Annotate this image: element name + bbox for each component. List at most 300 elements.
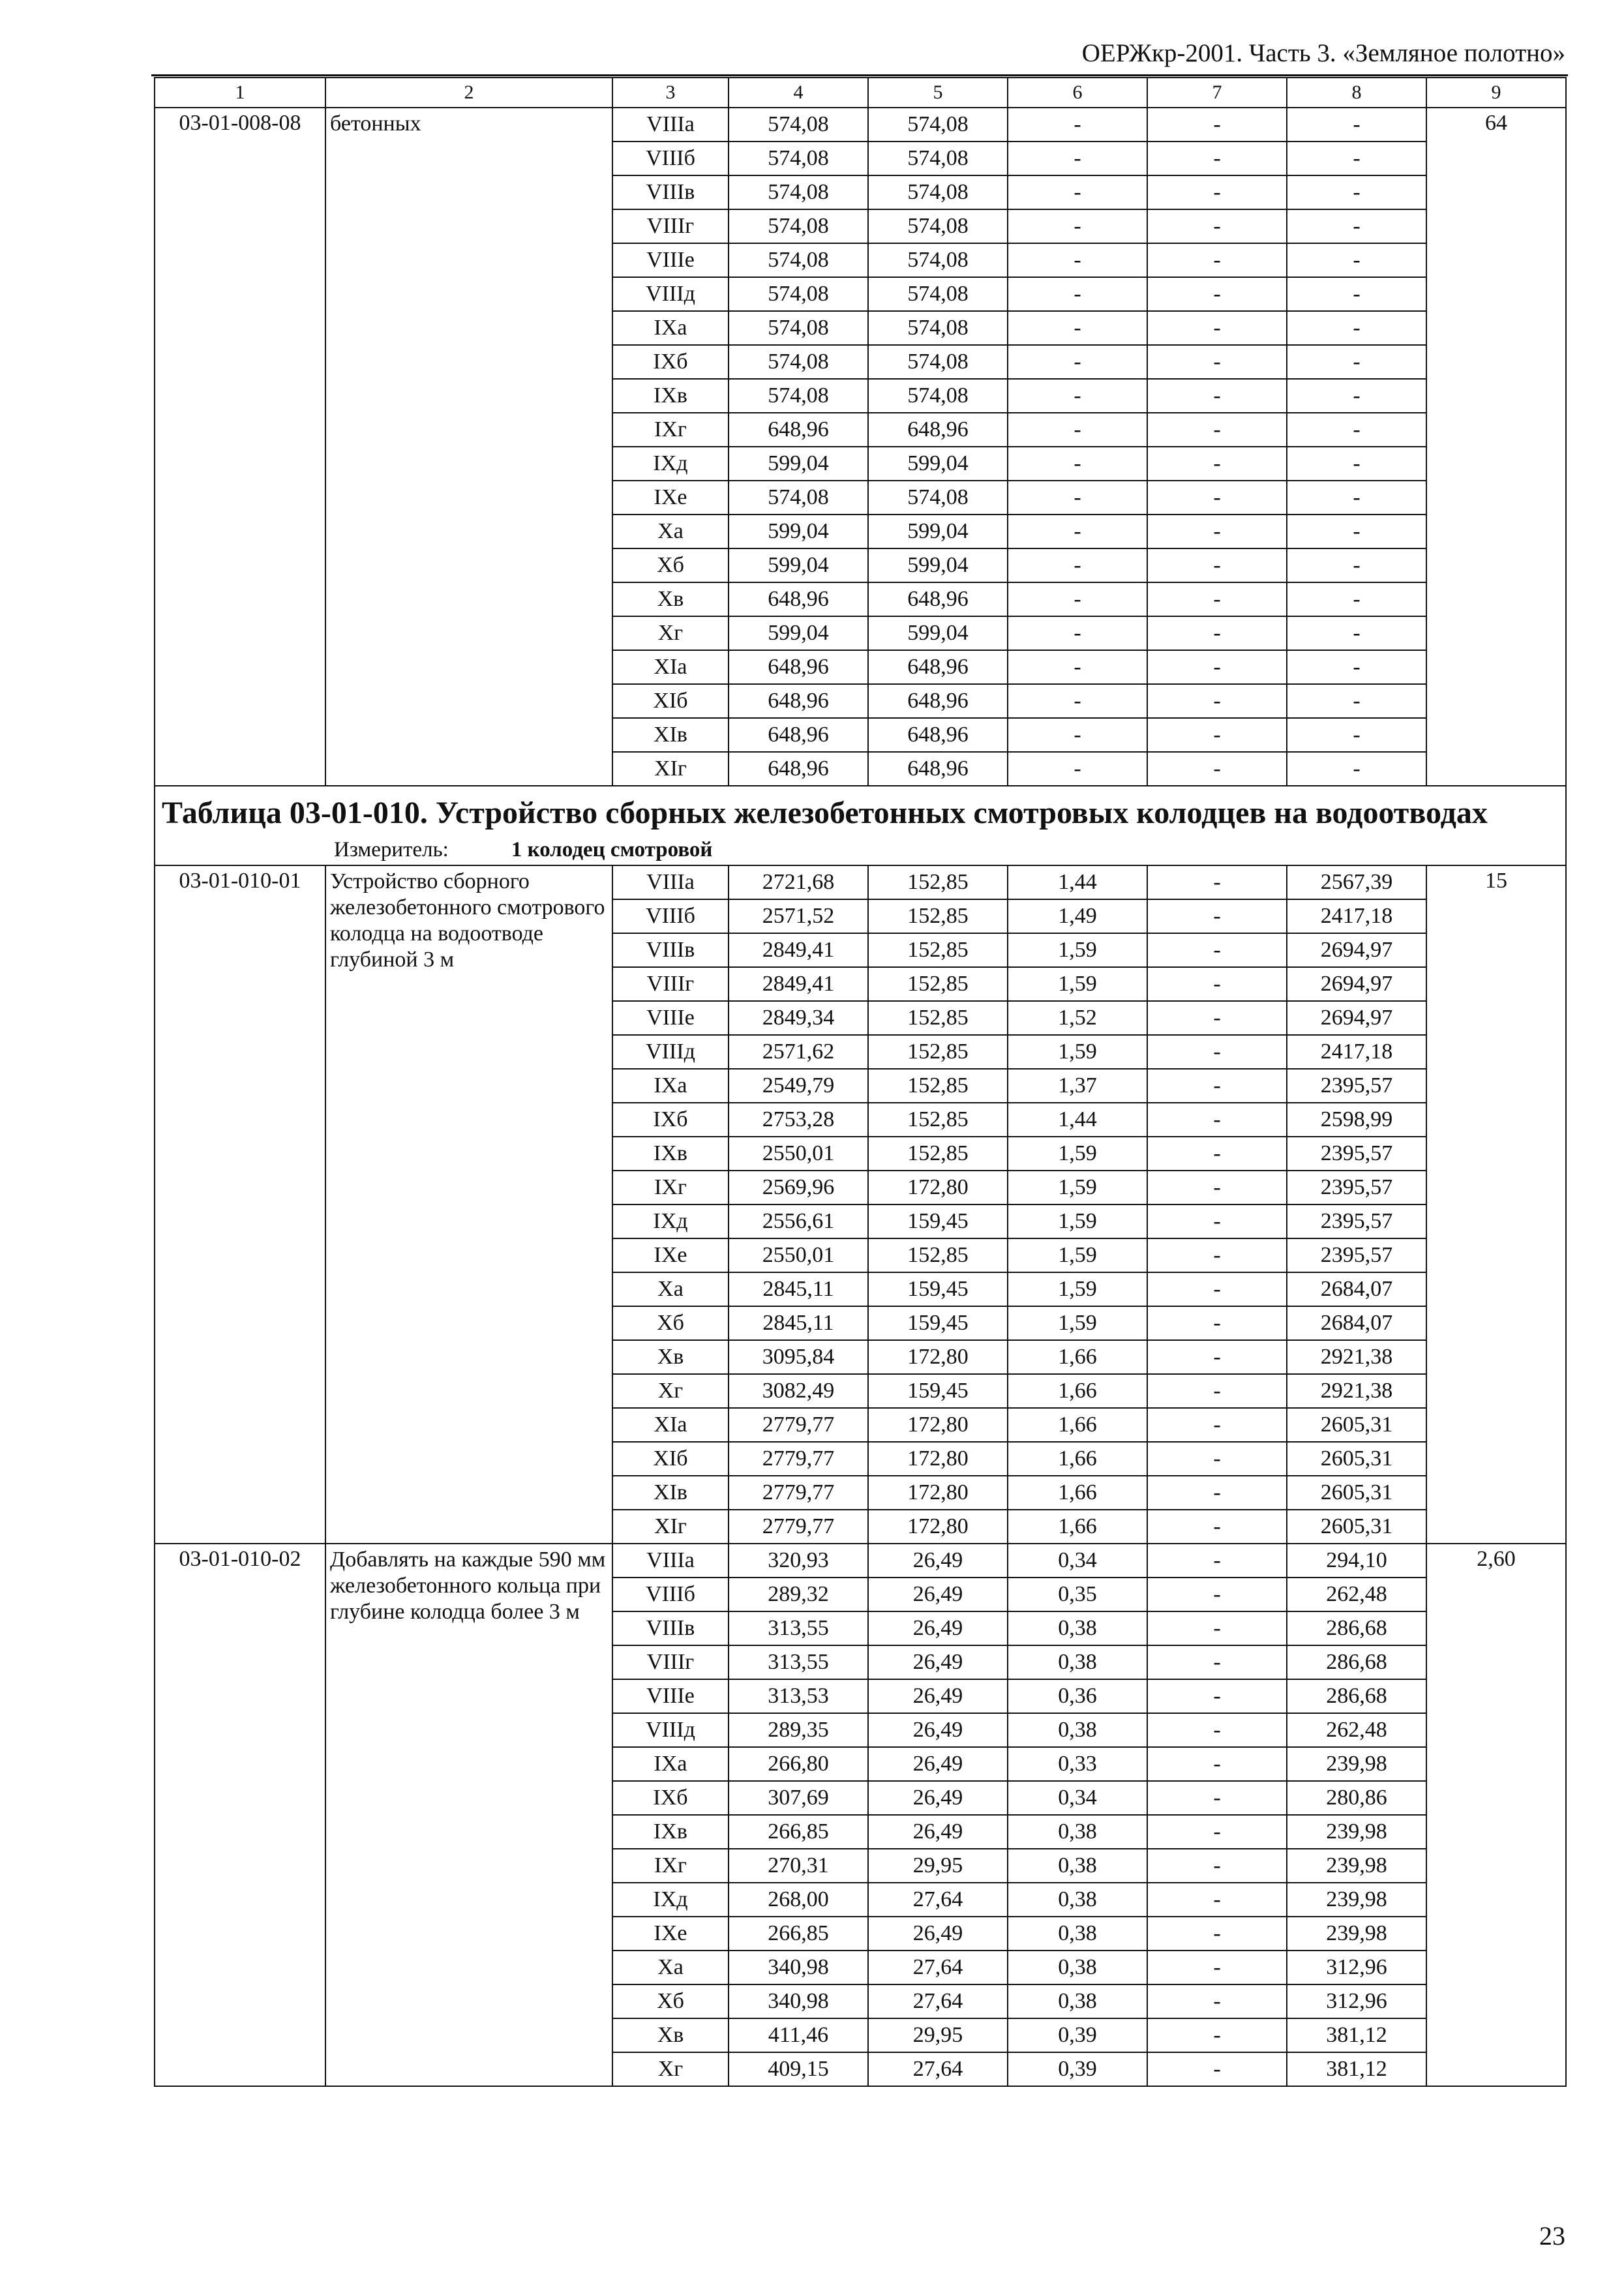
zone-code: VIIIе <box>612 1679 729 1713</box>
zone-code: VIIIг <box>612 967 729 1001</box>
materials-cost: 2605,31 <box>1287 1476 1426 1510</box>
materials-cost: 2395,57 <box>1287 1171 1426 1204</box>
zone-code: Xб <box>612 1984 729 2018</box>
column-number: 6 <box>1008 78 1147 108</box>
table-row <box>155 865 1566 899</box>
driver-pay: - <box>1147 1578 1287 1611</box>
materials-cost: - <box>1287 243 1426 277</box>
machine-cost: 0,36 <box>1008 1679 1147 1713</box>
materials-cost: - <box>1287 582 1426 616</box>
materials-cost: 2605,31 <box>1287 1510 1426 1544</box>
materials-cost: 2684,07 <box>1287 1306 1426 1340</box>
labor-cost: 26,49 <box>868 1544 1008 1578</box>
machine-cost: 0,38 <box>1008 1984 1147 2018</box>
labor-cost: 172,80 <box>868 1510 1008 1544</box>
driver-pay: - <box>1147 1408 1287 1442</box>
machine-cost: - <box>1008 515 1147 548</box>
machine-cost: - <box>1008 142 1147 175</box>
total-cost: 2845,11 <box>729 1306 868 1340</box>
materials-cost: - <box>1287 175 1426 209</box>
labor-cost: 599,04 <box>868 447 1008 481</box>
zone-code: IXг <box>612 413 729 447</box>
materials-cost: - <box>1287 616 1426 650</box>
labor-cost: 27,64 <box>868 2052 1008 2086</box>
norm-value: 2,60 <box>1426 1544 1566 2086</box>
labor-cost: 152,85 <box>868 865 1008 899</box>
total-cost: 2845,11 <box>729 1272 868 1306</box>
driver-pay: - <box>1147 1035 1287 1069</box>
driver-pay: - <box>1147 899 1287 933</box>
machine-cost: 1,59 <box>1008 1306 1147 1340</box>
driver-pay: - <box>1147 243 1287 277</box>
column-number: 9 <box>1426 78 1566 108</box>
driver-pay: - <box>1147 1611 1287 1645</box>
total-cost: 2550,01 <box>729 1137 868 1171</box>
driver-pay: - <box>1147 1171 1287 1204</box>
zone-code: IXв <box>612 1137 729 1171</box>
table-title-cell <box>155 786 1566 865</box>
labor-cost: 574,08 <box>868 481 1008 515</box>
labor-cost: 574,08 <box>868 209 1008 243</box>
labor-cost: 574,08 <box>868 379 1008 413</box>
zone-code: VIIIд <box>612 277 729 311</box>
total-cost: 2571,62 <box>729 1035 868 1069</box>
column-number: 2 <box>325 78 612 108</box>
zone-code: Xб <box>612 1306 729 1340</box>
materials-cost: - <box>1287 650 1426 684</box>
total-cost: 648,96 <box>729 582 868 616</box>
column-number: 4 <box>729 78 868 108</box>
machine-cost: 1,66 <box>1008 1510 1147 1544</box>
driver-pay: - <box>1147 1679 1287 1713</box>
zone-code: IXг <box>612 1171 729 1204</box>
materials-cost: - <box>1287 718 1426 752</box>
machine-cost: - <box>1008 243 1147 277</box>
total-cost: 266,85 <box>729 1917 868 1951</box>
total-cost: 599,04 <box>729 616 868 650</box>
materials-cost: - <box>1287 345 1426 379</box>
rates-table <box>154 77 1567 2087</box>
zone-code: IXв <box>612 379 729 413</box>
materials-cost: - <box>1287 142 1426 175</box>
machine-cost: 1,59 <box>1008 1238 1147 1272</box>
zone-code: IXд <box>612 447 729 481</box>
labor-cost: 26,49 <box>868 1781 1008 1815</box>
driver-pay: - <box>1147 548 1287 582</box>
machine-cost: 0,34 <box>1008 1544 1147 1578</box>
driver-pay: - <box>1147 515 1287 548</box>
driver-pay: - <box>1147 1815 1287 1849</box>
driver-pay: - <box>1147 1204 1287 1238</box>
labor-cost: 27,64 <box>868 1883 1008 1917</box>
zone-code: VIIIб <box>612 1578 729 1611</box>
machine-cost: 1,49 <box>1008 899 1147 933</box>
labor-cost: 574,08 <box>868 277 1008 311</box>
driver-pay: - <box>1147 1069 1287 1103</box>
zone-code: VIIIг <box>612 209 729 243</box>
zone-code: IXе <box>612 1917 729 1951</box>
zone-code: VIIIд <box>612 1713 729 1747</box>
driver-pay: - <box>1147 2018 1287 2052</box>
rate-code: 03-01-010-01 <box>155 865 325 1544</box>
labor-cost: 26,49 <box>868 1815 1008 1849</box>
driver-pay: - <box>1147 865 1287 899</box>
materials-cost: 2395,57 <box>1287 1137 1426 1171</box>
table-row <box>155 1544 1566 1578</box>
total-cost: 2556,61 <box>729 1204 868 1238</box>
labor-cost: 152,85 <box>868 1035 1008 1069</box>
labor-cost: 574,08 <box>868 175 1008 209</box>
materials-cost: 286,68 <box>1287 1645 1426 1679</box>
driver-pay: - <box>1147 447 1287 481</box>
labor-cost: 648,96 <box>868 684 1008 718</box>
zone-code: XIб <box>612 1442 729 1476</box>
table-title-row <box>155 786 1566 865</box>
machine-cost: 0,39 <box>1008 2018 1147 2052</box>
driver-pay: - <box>1147 379 1287 413</box>
labor-cost: 152,85 <box>868 933 1008 967</box>
materials-cost: 280,86 <box>1287 1781 1426 1815</box>
machine-cost: 0,38 <box>1008 1849 1147 1883</box>
driver-pay: - <box>1147 277 1287 311</box>
total-cost: 340,98 <box>729 1951 868 1984</box>
total-cost: 574,08 <box>729 142 868 175</box>
materials-cost: - <box>1287 379 1426 413</box>
zone-code: XIв <box>612 718 729 752</box>
table-row <box>155 108 1566 142</box>
machine-cost: 1,44 <box>1008 1103 1147 1137</box>
machine-cost: - <box>1008 311 1147 345</box>
machine-cost: 0,38 <box>1008 1917 1147 1951</box>
zone-code: IXд <box>612 1204 729 1238</box>
materials-cost: 294,10 <box>1287 1544 1426 1578</box>
page-header: ОЕРЖкр-2001. Часть 3. «Земляное полотно» <box>1081 39 1565 67</box>
zone-code: IXб <box>612 1103 729 1137</box>
driver-pay: - <box>1147 2052 1287 2086</box>
materials-cost: 262,48 <box>1287 1578 1426 1611</box>
total-cost: 599,04 <box>729 515 868 548</box>
machine-cost: 1,59 <box>1008 1171 1147 1204</box>
labor-cost: 26,49 <box>868 1713 1008 1747</box>
materials-cost: 239,98 <box>1287 1849 1426 1883</box>
materials-cost: - <box>1287 481 1426 515</box>
labor-cost: 159,45 <box>868 1272 1008 1306</box>
materials-cost: 2694,97 <box>1287 1001 1426 1035</box>
labor-cost: 574,08 <box>868 311 1008 345</box>
driver-pay: - <box>1147 650 1287 684</box>
total-cost: 574,08 <box>729 277 868 311</box>
labor-cost: 26,49 <box>868 1679 1008 1713</box>
zone-code: VIIIа <box>612 108 729 142</box>
materials-cost: - <box>1287 548 1426 582</box>
zone-code: IXа <box>612 1069 729 1103</box>
total-cost: 574,08 <box>729 311 868 345</box>
total-cost: 574,08 <box>729 175 868 209</box>
machine-cost: - <box>1008 481 1147 515</box>
machine-cost: - <box>1008 650 1147 684</box>
labor-cost: 172,80 <box>868 1442 1008 1476</box>
total-cost: 599,04 <box>729 447 868 481</box>
machine-cost: 0,39 <box>1008 2052 1147 2086</box>
labor-cost: 27,64 <box>868 1951 1008 1984</box>
driver-pay: - <box>1147 1645 1287 1679</box>
machine-cost: 0,38 <box>1008 1713 1147 1747</box>
labor-cost: 574,08 <box>868 108 1008 142</box>
driver-pay: - <box>1147 967 1287 1001</box>
driver-pay: - <box>1147 718 1287 752</box>
labor-cost: 152,85 <box>868 967 1008 1001</box>
zone-code: Xв <box>612 2018 729 2052</box>
labor-cost: 172,80 <box>868 1476 1008 1510</box>
zone-code: XIа <box>612 1408 729 1442</box>
total-cost: 599,04 <box>729 548 868 582</box>
machine-cost: 1,59 <box>1008 967 1147 1001</box>
driver-pay: - <box>1147 1374 1287 1408</box>
machine-cost: 0,38 <box>1008 1951 1147 1984</box>
zone-code: IXг <box>612 1849 729 1883</box>
total-cost: 2569,96 <box>729 1171 868 1204</box>
total-cost: 411,46 <box>729 2018 868 2052</box>
materials-cost: 2921,38 <box>1287 1374 1426 1408</box>
total-cost: 3095,84 <box>729 1340 868 1374</box>
materials-cost: 312,96 <box>1287 1951 1426 1984</box>
materials-cost: - <box>1287 108 1426 142</box>
total-cost: 648,96 <box>729 413 868 447</box>
materials-cost: 286,68 <box>1287 1679 1426 1713</box>
labor-cost: 599,04 <box>868 515 1008 548</box>
total-cost: 313,55 <box>729 1645 868 1679</box>
machine-cost: 0,35 <box>1008 1578 1147 1611</box>
total-cost: 289,35 <box>729 1713 868 1747</box>
labor-cost: 152,85 <box>868 899 1008 933</box>
machine-cost: 0,38 <box>1008 1883 1147 1917</box>
machine-cost: 0,33 <box>1008 1747 1147 1781</box>
materials-cost: - <box>1287 447 1426 481</box>
total-cost: 574,08 <box>729 379 868 413</box>
header-rule <box>151 74 1568 76</box>
total-cost: 2779,77 <box>729 1442 868 1476</box>
zone-code: Xг <box>612 2052 729 2086</box>
materials-cost: - <box>1287 752 1426 786</box>
driver-pay: - <box>1147 1984 1287 2018</box>
machine-cost: - <box>1008 582 1147 616</box>
materials-cost: - <box>1287 277 1426 311</box>
labor-cost: 648,96 <box>868 582 1008 616</box>
labor-cost: 27,64 <box>868 1984 1008 2018</box>
labor-cost: 29,95 <box>868 2018 1008 2052</box>
materials-cost: 2684,07 <box>1287 1272 1426 1306</box>
machine-cost: - <box>1008 447 1147 481</box>
meter-line <box>162 836 1559 863</box>
driver-pay: - <box>1147 1238 1287 1272</box>
materials-cost: - <box>1287 413 1426 447</box>
zone-code: VIIIа <box>612 1544 729 1578</box>
labor-cost: 152,85 <box>868 1001 1008 1035</box>
labor-cost: 599,04 <box>868 548 1008 582</box>
machine-cost: - <box>1008 548 1147 582</box>
labor-cost: 26,49 <box>868 1645 1008 1679</box>
zone-code: XIб <box>612 684 729 718</box>
driver-pay: - <box>1147 1883 1287 1917</box>
materials-cost: 2605,31 <box>1287 1408 1426 1442</box>
zone-code: XIг <box>612 752 729 786</box>
labor-cost: 152,85 <box>868 1137 1008 1171</box>
labor-cost: 152,85 <box>868 1069 1008 1103</box>
machine-cost: - <box>1008 345 1147 379</box>
total-cost: 270,31 <box>729 1849 868 1883</box>
driver-pay: - <box>1147 175 1287 209</box>
machine-cost: 0,38 <box>1008 1815 1147 1849</box>
column-number-row <box>155 78 1566 108</box>
driver-pay: - <box>1147 413 1287 447</box>
machine-cost: 1,66 <box>1008 1374 1147 1408</box>
total-cost: 2721,68 <box>729 865 868 899</box>
meter-label: Измеритель: <box>334 838 449 861</box>
driver-pay: - <box>1147 1713 1287 1747</box>
total-cost: 268,00 <box>729 1883 868 1917</box>
machine-cost: 1,52 <box>1008 1001 1147 1035</box>
driver-pay: - <box>1147 209 1287 243</box>
total-cost: 2849,41 <box>729 933 868 967</box>
zone-code: IXб <box>612 1781 729 1815</box>
machine-cost: - <box>1008 209 1147 243</box>
materials-cost: 2395,57 <box>1287 1238 1426 1272</box>
zone-code: Xг <box>612 616 729 650</box>
zone-code: VIIIг <box>612 1645 729 1679</box>
total-cost: 2849,41 <box>729 967 868 1001</box>
driver-pay: - <box>1147 1951 1287 1984</box>
machine-cost: 1,59 <box>1008 1272 1147 1306</box>
materials-cost: 2694,97 <box>1287 967 1426 1001</box>
machine-cost: - <box>1008 616 1147 650</box>
labor-cost: 26,49 <box>868 1747 1008 1781</box>
total-cost: 266,85 <box>729 1815 868 1849</box>
driver-pay: - <box>1147 684 1287 718</box>
materials-cost: 286,68 <box>1287 1611 1426 1645</box>
labor-cost: 648,96 <box>868 413 1008 447</box>
driver-pay: - <box>1147 108 1287 142</box>
driver-pay: - <box>1147 1137 1287 1171</box>
machine-cost: - <box>1008 108 1147 142</box>
labor-cost: 648,96 <box>868 752 1008 786</box>
materials-cost: 2567,39 <box>1287 865 1426 899</box>
machine-cost: 1,59 <box>1008 933 1147 967</box>
total-cost: 648,96 <box>729 684 868 718</box>
materials-cost: 381,12 <box>1287 2052 1426 2086</box>
driver-pay: - <box>1147 481 1287 515</box>
machine-cost: - <box>1008 718 1147 752</box>
zone-code: Xа <box>612 515 729 548</box>
labor-cost: 172,80 <box>868 1408 1008 1442</box>
zone-code: IXд <box>612 1883 729 1917</box>
machine-cost: - <box>1008 175 1147 209</box>
total-cost: 2779,77 <box>729 1510 868 1544</box>
materials-cost: 262,48 <box>1287 1713 1426 1747</box>
driver-pay: - <box>1147 1103 1287 1137</box>
labor-cost: 648,96 <box>868 718 1008 752</box>
driver-pay: - <box>1147 311 1287 345</box>
total-cost: 2779,77 <box>729 1476 868 1510</box>
zone-code: Xг <box>612 1374 729 1408</box>
total-cost: 2779,77 <box>729 1408 868 1442</box>
driver-pay: - <box>1147 1510 1287 1544</box>
machine-cost: - <box>1008 379 1147 413</box>
labor-cost: 26,49 <box>868 1917 1008 1951</box>
total-cost: 2849,34 <box>729 1001 868 1035</box>
labor-cost: 152,85 <box>868 1103 1008 1137</box>
zone-code: VIIIв <box>612 175 729 209</box>
total-cost: 409,15 <box>729 2052 868 2086</box>
materials-cost: 2417,18 <box>1287 899 1426 933</box>
zone-code: VIIIв <box>612 1611 729 1645</box>
materials-cost: 2417,18 <box>1287 1035 1426 1069</box>
machine-cost: 1,37 <box>1008 1069 1147 1103</box>
machine-cost: - <box>1008 413 1147 447</box>
labor-cost: 152,85 <box>868 1238 1008 1272</box>
meter-unit: 1 колодец смотровой <box>511 838 713 861</box>
zone-code: Xб <box>612 548 729 582</box>
zone-code: IXе <box>612 481 729 515</box>
driver-pay: - <box>1147 1272 1287 1306</box>
zone-code: VIIIд <box>612 1035 729 1069</box>
materials-cost: 2395,57 <box>1287 1069 1426 1103</box>
norm-value: 64 <box>1426 108 1566 786</box>
labor-cost: 26,49 <box>868 1611 1008 1645</box>
materials-cost: - <box>1287 209 1426 243</box>
column-number: 8 <box>1287 78 1426 108</box>
rate-name: бетонных <box>325 108 612 786</box>
total-cost: 307,69 <box>729 1781 868 1815</box>
total-cost: 289,32 <box>729 1578 868 1611</box>
materials-cost: 312,96 <box>1287 1984 1426 2018</box>
machine-cost: 1,59 <box>1008 1137 1147 1171</box>
total-cost: 648,96 <box>729 718 868 752</box>
rate-name: Устройство сборного железобетонного смотрового колодца на водоотводе глубиной 3 м <box>325 865 612 1544</box>
materials-cost: 2605,31 <box>1287 1442 1426 1476</box>
driver-pay: - <box>1147 1476 1287 1510</box>
materials-cost: - <box>1287 684 1426 718</box>
column-number: 5 <box>868 78 1008 108</box>
labor-cost: 26,49 <box>868 1578 1008 1611</box>
materials-cost: 2598,99 <box>1287 1103 1426 1137</box>
column-number: 3 <box>612 78 729 108</box>
rate-name: Добавлять на каждые 590 мм железобетонного кольца при глубине колодца более 3 м <box>325 1544 612 2086</box>
total-cost: 574,08 <box>729 209 868 243</box>
machine-cost: 0,38 <box>1008 1611 1147 1645</box>
materials-cost: 2395,57 <box>1287 1204 1426 1238</box>
driver-pay: - <box>1147 582 1287 616</box>
total-cost: 574,08 <box>729 243 868 277</box>
driver-pay: - <box>1147 142 1287 175</box>
driver-pay: - <box>1147 345 1287 379</box>
column-number: 7 <box>1147 78 1287 108</box>
machine-cost: 1,59 <box>1008 1204 1147 1238</box>
table-title: Таблица 03-01-010. Устройство сборных железобетонных смотровых колодцев на водоотводах <box>162 796 1488 830</box>
zone-code: XIа <box>612 650 729 684</box>
zone-code: VIIIб <box>612 142 729 175</box>
zone-code: IXа <box>612 311 729 345</box>
total-cost: 2753,28 <box>729 1103 868 1137</box>
total-cost: 313,53 <box>729 1679 868 1713</box>
machine-cost: 1,66 <box>1008 1476 1147 1510</box>
zone-code: XIг <box>612 1510 729 1544</box>
driver-pay: - <box>1147 1442 1287 1476</box>
total-cost: 340,98 <box>729 1984 868 2018</box>
zone-code: VIIIе <box>612 243 729 277</box>
machine-cost: - <box>1008 277 1147 311</box>
total-cost: 2571,52 <box>729 899 868 933</box>
zone-code: IXв <box>612 1815 729 1849</box>
